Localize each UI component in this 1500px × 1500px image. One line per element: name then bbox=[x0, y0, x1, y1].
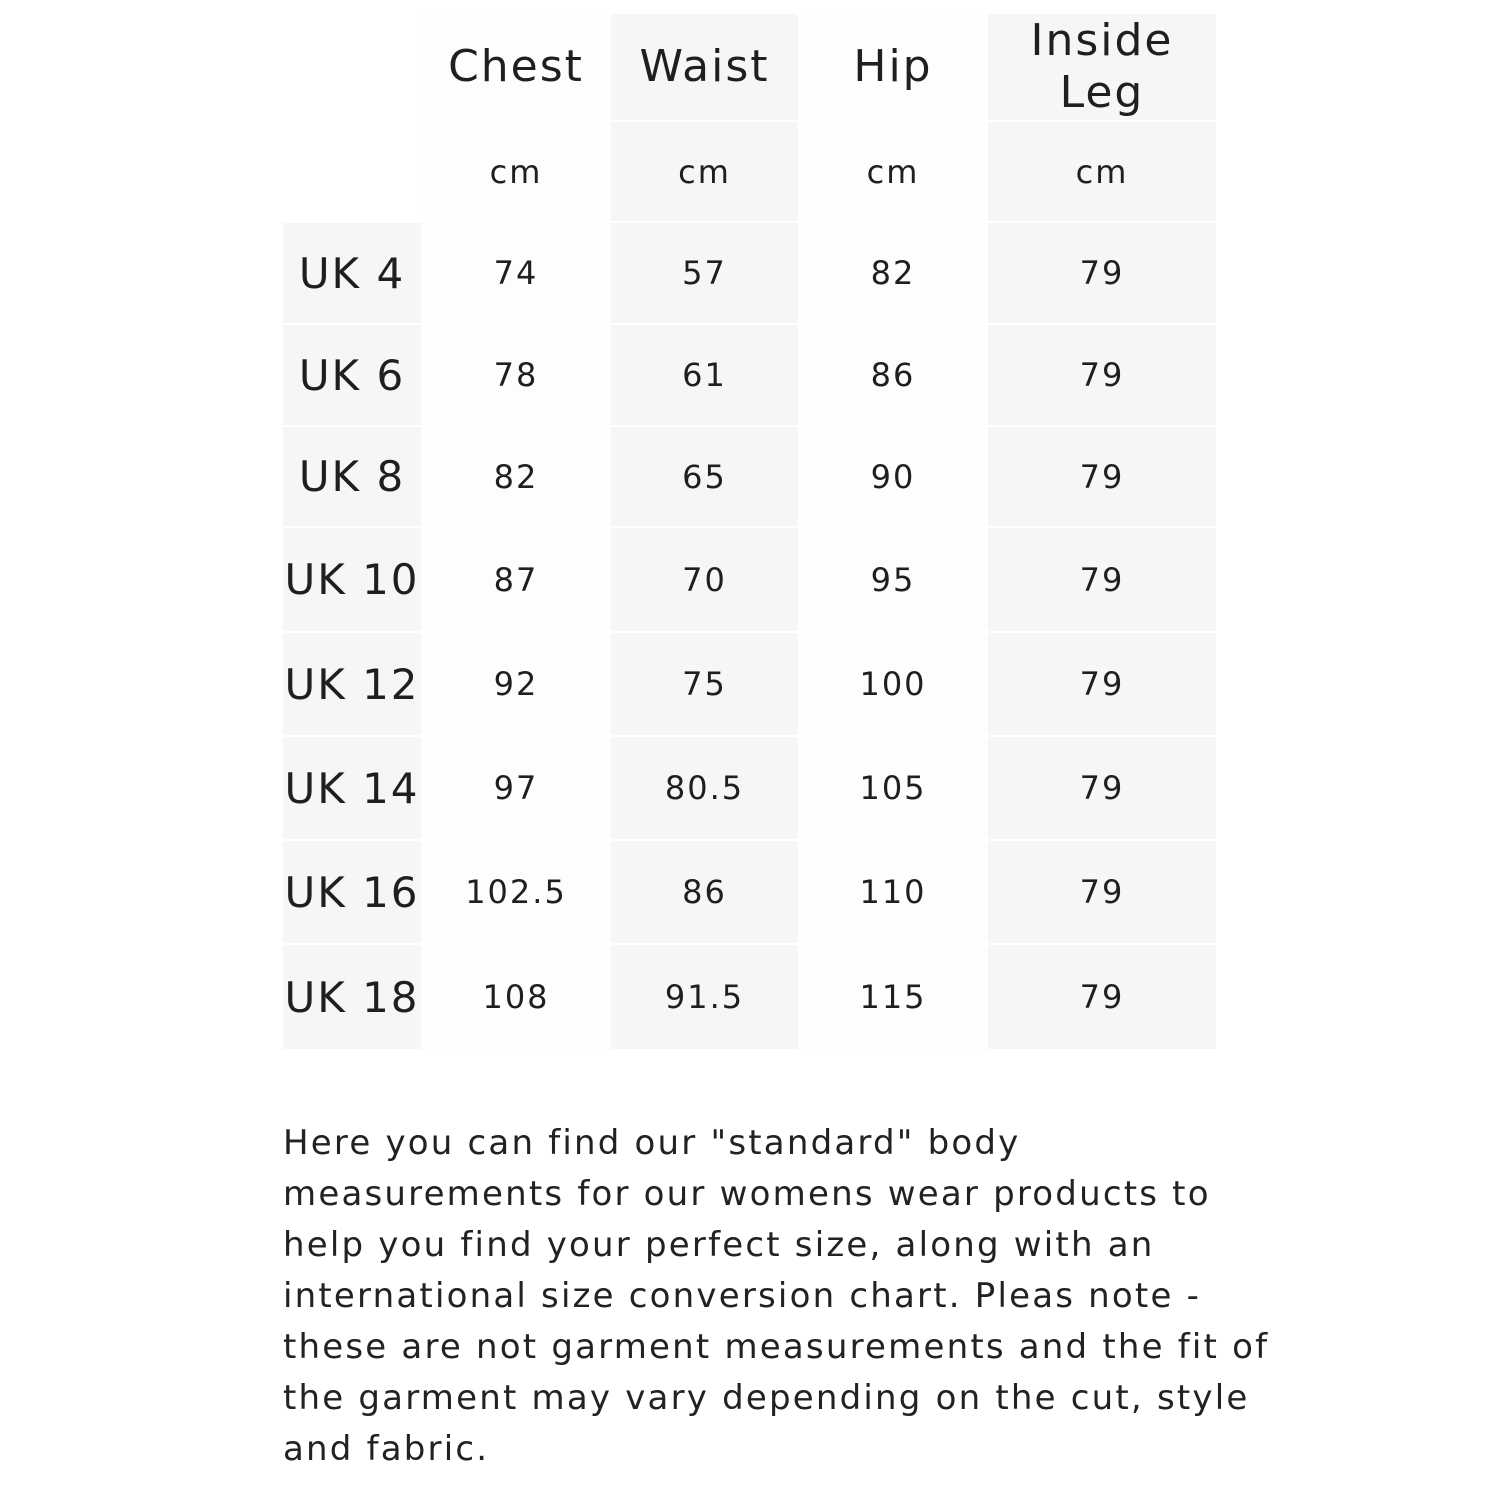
measurement-value: 70 bbox=[611, 528, 798, 631]
unit-label: cm bbox=[800, 122, 986, 221]
measurement-value: 74 bbox=[423, 223, 609, 323]
description-line: the garment may vary depending on the cut, style bbox=[283, 1378, 1250, 1418]
measurement-value: 90 bbox=[800, 427, 986, 526]
measurement-value: 110 bbox=[800, 841, 986, 943]
size-chart-description bbox=[283, 1118, 1270, 1475]
measurement-value: 61 bbox=[611, 325, 798, 425]
unit-label: cm bbox=[423, 122, 609, 221]
measurement-value: 82 bbox=[423, 427, 609, 526]
measurement-value: 105 bbox=[800, 737, 986, 839]
measurement-value: 115 bbox=[800, 945, 986, 1049]
measurement-value: 87 bbox=[423, 528, 609, 631]
description-line: help you find your perfect size, along with an bbox=[283, 1225, 1155, 1265]
size-label: UK 4 bbox=[283, 223, 421, 323]
measurement-value: 91.5 bbox=[611, 945, 798, 1049]
measurement-value: 75 bbox=[611, 633, 798, 735]
column-header: Hip bbox=[800, 14, 986, 120]
measurement-value: 78 bbox=[423, 325, 609, 425]
measurement-value: 82 bbox=[800, 223, 986, 323]
measurement-value: 79 bbox=[988, 427, 1216, 526]
measurement-value: 100 bbox=[800, 633, 986, 735]
column-header: Waist bbox=[611, 14, 798, 120]
size-label: UK 8 bbox=[283, 427, 421, 526]
measurement-value: 86 bbox=[611, 841, 798, 943]
column-header: Inside Leg bbox=[988, 14, 1216, 120]
measurement-value: 102.5 bbox=[423, 841, 609, 943]
measurement-value: 57 bbox=[611, 223, 798, 323]
unit-label: cm bbox=[988, 122, 1216, 221]
measurement-value: 65 bbox=[611, 427, 798, 526]
description-line: measurements for our womens wear products to bbox=[283, 1174, 1211, 1214]
size-label: UK 16 bbox=[283, 841, 421, 943]
size-label: UK 6 bbox=[283, 325, 421, 425]
measurement-value: 79 bbox=[988, 528, 1216, 631]
size-label: UK 14 bbox=[283, 737, 421, 839]
measurement-value: 86 bbox=[800, 325, 986, 425]
column-header: Chest bbox=[423, 14, 609, 120]
measurement-value: 79 bbox=[988, 737, 1216, 839]
size-label: UK 12 bbox=[283, 633, 421, 735]
measurement-value: 80.5 bbox=[611, 737, 798, 839]
size-label: UK 10 bbox=[283, 528, 421, 631]
measurement-value: 79 bbox=[988, 945, 1216, 1049]
measurement-value: 97 bbox=[423, 737, 609, 839]
size-label: UK 18 bbox=[283, 945, 421, 1049]
measurement-value: 79 bbox=[988, 633, 1216, 735]
description-line: these are not garment measurements and the fit of bbox=[283, 1327, 1270, 1367]
measurement-value: 79 bbox=[988, 223, 1216, 323]
unit-label: cm bbox=[611, 122, 798, 221]
measurement-value: 79 bbox=[988, 325, 1216, 425]
description-line: Here you can find our "standard" body bbox=[283, 1123, 1021, 1163]
measurement-value: 92 bbox=[423, 633, 609, 735]
description-line: and fabric. bbox=[283, 1429, 490, 1469]
description-line: international size conversion chart. Pleas note - bbox=[283, 1276, 1202, 1316]
measurement-value: 108 bbox=[423, 945, 609, 1049]
size-chart-table bbox=[283, 14, 1216, 1049]
measurement-value: 79 bbox=[988, 841, 1216, 943]
measurement-value: 95 bbox=[800, 528, 986, 631]
